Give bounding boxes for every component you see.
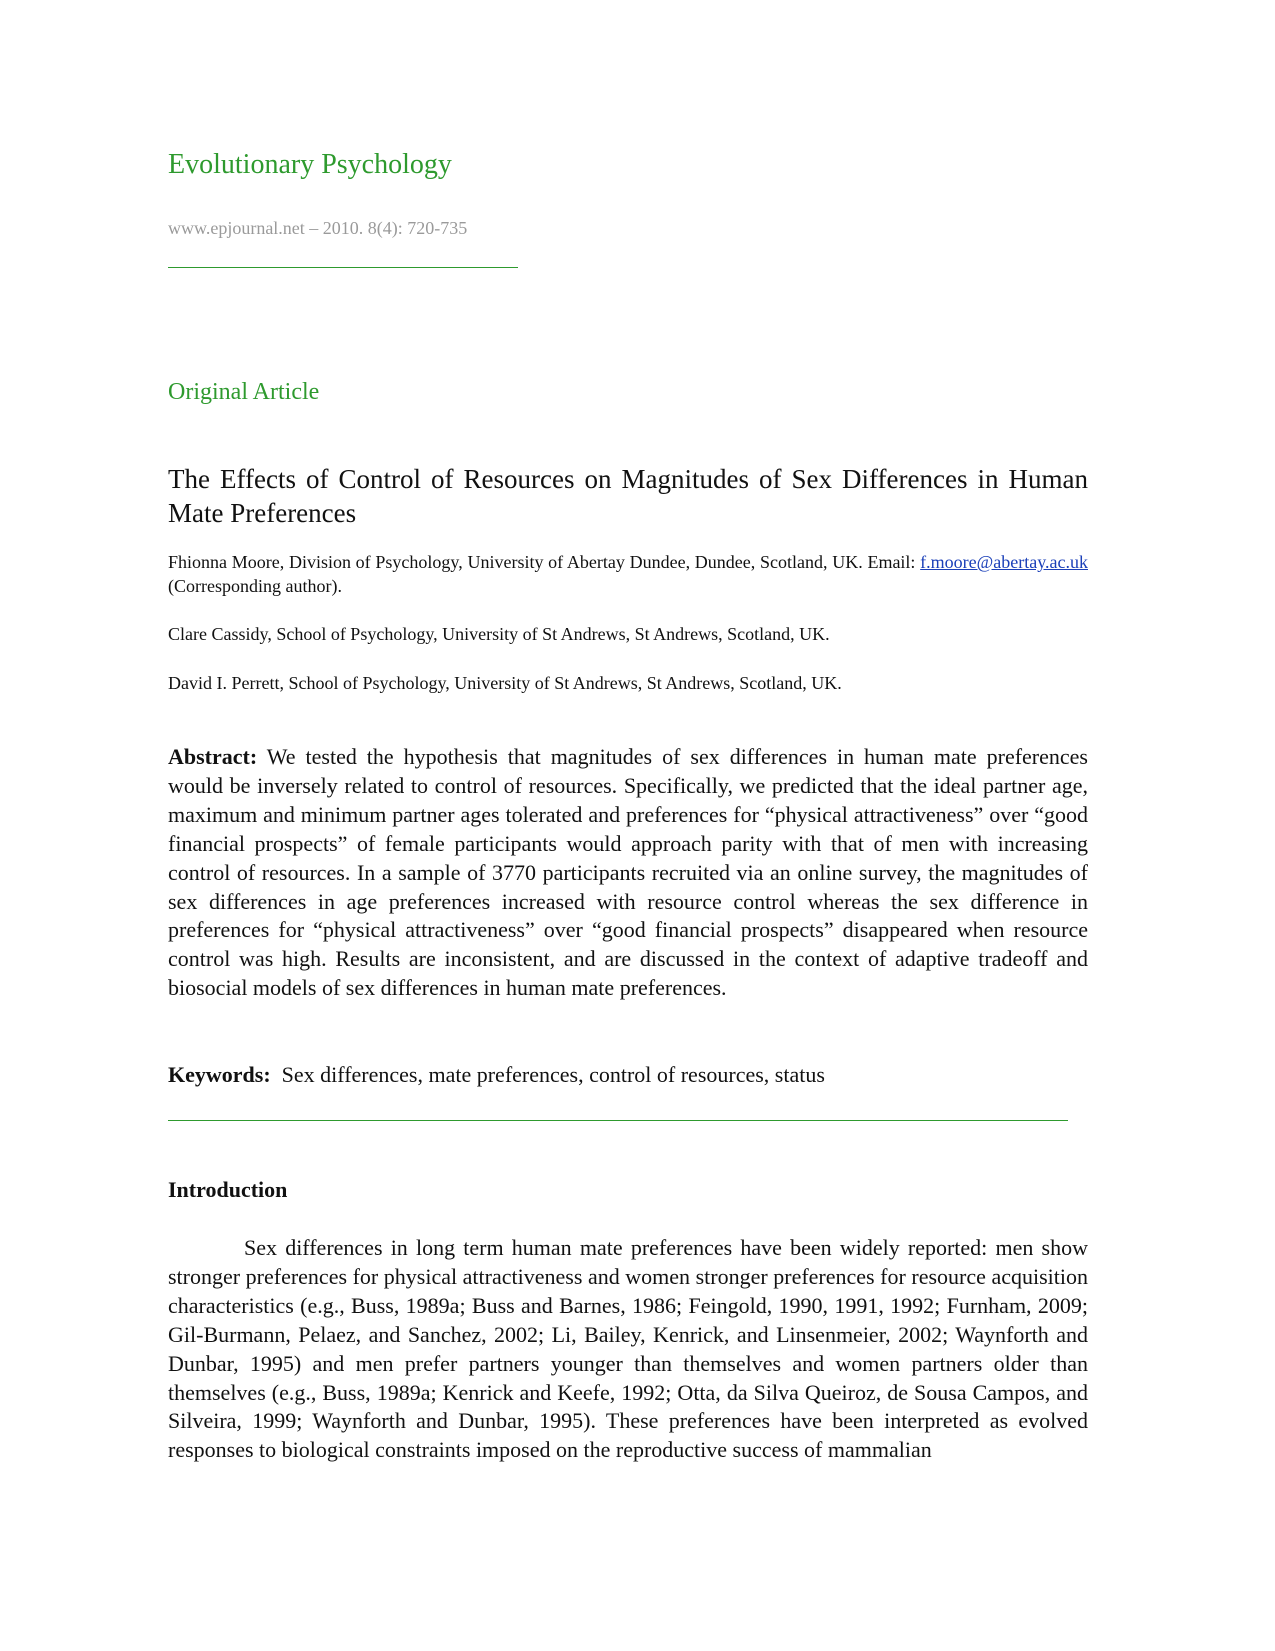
keywords-label: Keywords: — [168, 1062, 271, 1087]
keywords — [168, 1061, 1088, 1089]
introduction-paragraph: Sex differences in long term human mate preferences have been widely reported: men show stronger preferences for physical attractiveness and women stronger preferences for resource acquisition characteristics (e.g., Buss, 1989a; Buss and Barnes, 1986; Feingold, 1990, 1991, 1992; Furnham, 2009; Gil-Burmann, Pelaez, and Sanchez, 2002; Li, Bailey, Kenrick, and Linsenmeier, 2002; Waynforth and Dunbar, 1995) and men prefer partners younger than themselves and women partners older than themselves (e.g., Buss, 1989a; Kenrick and Keefe, 1992; Otta, da Silva Queiroz, de Sousa Campos, and Silveira, 1999; Waynforth and Dunbar, 1995). These preferences have been interpreted as evolved responses to biological constraints imposed on the reproductive success of mammalian — [168, 1235, 1088, 1463]
author-affiliation-2: Clare Cassidy, School of Psychology, University of St Andrews, St Andrews, Scotland, UK. — [168, 624, 830, 644]
author-1-suffix: (Corresponding author). — [168, 576, 342, 596]
author-affiliation-1 — [168, 550, 1088, 598]
abstract-text: We tested the hypothesis that magnitudes of sex differences in human mate preferences would be inversely related to control of resources. Specifically, we predicted that the ideal partner age, maximum and minimum partner ages tolerated and preferences for “physical attractiveness” over “good financial prospects” of female participants would approach parity with that of men with increasing control of resources. In a sample of 3770 participants recruited via an online survey, the magnitudes of sex differences in age preferences increased with resource control whereas the sex difference in preferences for “physical attractiveness” over “good financial prospects” disappeared when resource control was high. Results are inconsistent, and are discussed in the context of adaptive tradeoff and biosocial models of sex differences in human mate preferences. — [168, 744, 1088, 1001]
keywords-text: Sex differences, mate preferences, control of resources, status — [270, 1062, 825, 1087]
journal-name: Evolutionary Psychology — [168, 149, 452, 180]
article-type: Original Article — [168, 379, 320, 405]
header-divider — [168, 267, 518, 268]
abstract-label: Abstract: — [168, 744, 258, 769]
section-heading-introduction: Introduction — [168, 1177, 288, 1202]
abstract — [168, 743, 1088, 1003]
journal-reference: www.epjournal.net – 2010. 8(4): 720-735 — [168, 218, 468, 238]
article-title: The Effects of Control of Resources on Magnitudes of Sex Differences in Human Mate Preferences — [168, 464, 1088, 528]
author-email-link[interactable]: f.moore@abertay.ac.uk — [920, 552, 1088, 572]
abstract-divider — [168, 1120, 1068, 1121]
author-affiliation-3: David I. Perrett, School of Psychology, University of St Andrews, St Andrews, Scotland, UK. — [168, 673, 842, 693]
author-1-text: Fhionna Moore, Division of Psychology, University of Abertay Dundee, Dundee, Scotland, UK. Email: — [168, 552, 921, 572]
